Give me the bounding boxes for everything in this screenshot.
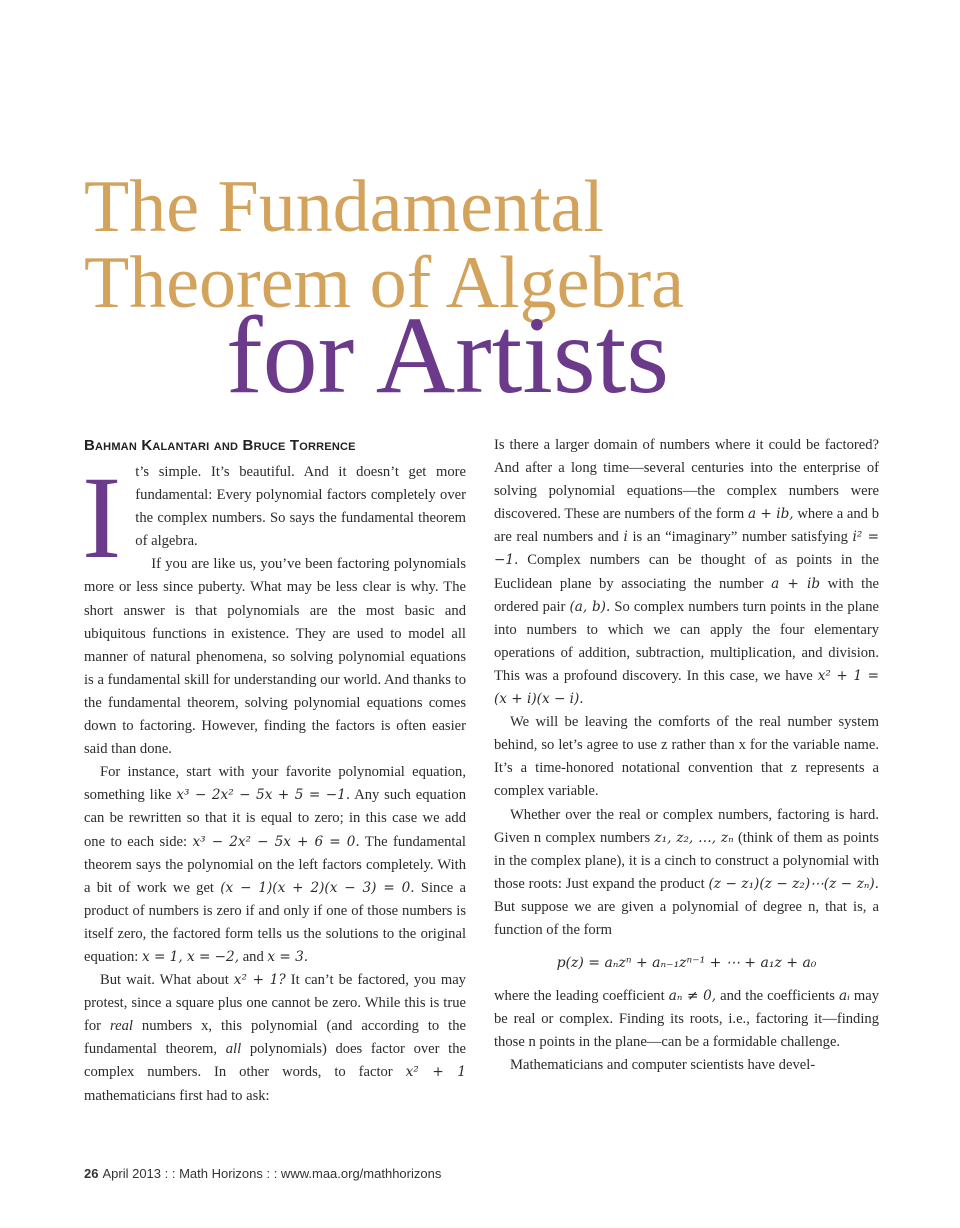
drop-cap: I [82, 452, 122, 583]
title-line-1: The Fundamental [84, 166, 604, 248]
equation-inline: x = 1, x = −2, [141, 948, 240, 965]
paragraph-intro: It’s simple. It’s beautiful. And it doesn’t get more fundamental: Every polynomial factors completely over the complex numbers. So says the fundamental theorem of algebra. [82, 452, 466, 583]
equation-inline: a + ib [771, 575, 821, 592]
equation-inline: z₁, z₂, …, zₙ [654, 829, 734, 846]
equation-inline: a + ib, [747, 506, 794, 523]
right-column [494, 434, 879, 1078]
display-equation: p(z) = aₙzⁿ + aₙ₋₁zⁿ⁻¹ + ⋯ + a₁z + a₀ [556, 955, 817, 972]
paragraph-5: Is there a larger domain of numbers where it could be factored? And after a long time—several centuries into the enterprise of solving polynomial equations—the complex numbers were discovered. These are numbers of the form a + ib, where a and b are real numbers and i is an “imaginary” number satisfying i² = −1. Complex numbers can be thought of as points in the Euclidean plane by associating the number a + ib with the ordered pair (a, b). So complex numbers turn points in the plane into numbers to which we can apply the four elementary operations of addition, subtraction, multiplication, and division. This was a profound discovery. In this case, we have x² + 1 = (x + i)(x − i). [494, 437, 880, 708]
equation-inline: (z − z₁)(z − z₂)⋯(z − zₙ). [708, 875, 879, 892]
title-line-3: for Artists [226, 294, 670, 416]
equation-inline: (x − 1)(x + 2)(x − 3) = 0. [220, 879, 415, 896]
paragraph-9: Mathematicians and computer scientists have devel- [510, 1057, 816, 1074]
equation-inline: aᵢ [838, 988, 850, 1005]
equation-inline: x = 3. [267, 948, 309, 965]
paragraph-4: But wait. What about x² + 1? It can’t be factored, you may protest, since a square plus one cannot be zero. While this is true for real numbers x, this polynomial (and according to the fundamental theorem, all polynomials) does factor over the complex numbers. In other words, to factor x² + 1 mathematicians first had to ask: [84, 972, 467, 1104]
paragraph-7: Whether over the real or complex numbers, factoring is hard. Given n complex numbers z₁, z₂, …, zₙ (think of them as points in the complex plane), it is a cinch to construct a polynomial with those roots: Just expand the product (z − z₁)(z − z₂)⋯(z − zₙ). But suppose we are given a polynomial of degree n, that is, a function of the form [494, 806, 879, 938]
title-line-2: Theorem of Algebra [84, 242, 684, 324]
page-number: 26 [84, 1166, 99, 1181]
equation-inline: (a, b). [569, 598, 611, 615]
paragraph-8: where the leading coefficient aₙ ≠ 0, and the coefficients aᵢ may be real or complex. Finding its roots, i.e., factoring it—finding those n points in the plane—can be a formidable challenge. [494, 988, 880, 1051]
equation-inline: x² + 1 [405, 1064, 467, 1081]
equation-inline: x³ − 2x² − 5x + 5 = −1. [176, 787, 351, 804]
equation-inline: x² + 1? [233, 972, 286, 989]
authors-byline: Bahman Kalantari and Bruce Torrence [84, 437, 356, 454]
paragraph-3: For instance, start with your favorite polynomial equation, something like x³ − 2x² − 5x + 5 = −1. Any such equation can be rewritten so that it is equal to zero; in this case we add one to each side: x³ − 2x² − 5x + 6 = 0. The fundamental theorem says the polynomial on the left factors completely. With a bit of work we get (x − 1)(x + 2)(x − 3) = 0. Since a product of numbers is zero if and only if one of those numbers is itself zero, the factored form tells us the solutions to the original equation: x = 1, x = −2, and x = 3. [84, 764, 467, 965]
equation-inline: x³ − 2x² − 5x + 6 = 0. [192, 833, 360, 850]
footer-text: April 2013 : : Math Horizons : : www.maa.org/mathhorizons [102, 1166, 442, 1181]
equation-inline: aₙ ≠ 0, [668, 988, 717, 1005]
equation-inline: i [623, 529, 628, 546]
page-footer [84, 1166, 441, 1181]
equation-inline: i² = −1. [494, 529, 879, 569]
equation-inline: x² + 1 = (x + i)(x − i). [494, 667, 880, 708]
left-column [84, 434, 466, 1108]
paragraph-2: If you are like us, you’ve been factoring polynomials more or less since puberty. What may be less clear is why. The short answer is that polynomials are the most basic and ubiquitous functions in existence. They are used to model all manner of natural phenomena, so solving polynomial equations is a fundamental skill for understanding our world. And thanks to the fundamental theorem, solving polynomial equations comes down to factoring. However, finding the factors is often easier said than done. [84, 556, 466, 758]
paragraph-6: We will be leaving the comforts of the real number system behind, so let’s agree to use z rather than x for the variable name. It’s a time-honored notational convention that z represents a complex variable. [494, 714, 879, 800]
